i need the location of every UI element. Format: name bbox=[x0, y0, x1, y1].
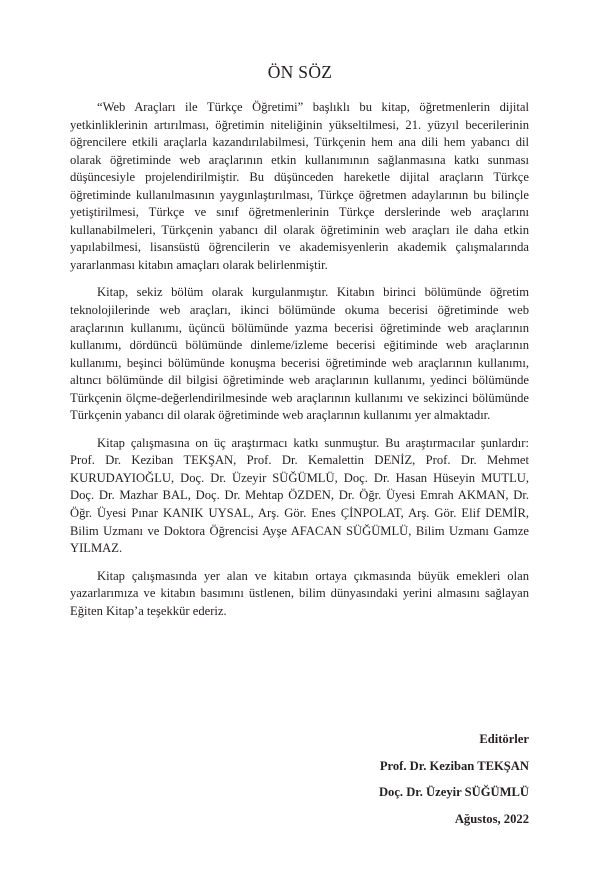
signature-date: Ağustos, 2022 bbox=[454, 811, 529, 826]
paragraph-chapters: Kitap, sekiz bölüm olarak kurgulanmıştır. Kitabın birinci bölümünde öğretim teknolojilerinde web araçları, ikinci bölümünde okuma becerisi öğretiminde web araçlarının kullanımı, üçüncü bölümünde yazma becerisi öğretiminde web araçlarının kullanımı, dördüncü bölümünde dinleme/izleme becerisi eğitiminde web araçlarının kullanımı, beşinci bölümünde konuşma becerisi öğretiminde web araçlarının kullanımı, altıncı bölümünde dil bilgisi öğretiminde web araçlarının kullanımı, yedinci bölümünde Türkçenin ölçme-değerlendirilmesinde web araçlarının kullanımı ve sekizinci bölümünde Türkçenin yabancı dil olarak öğretiminde web araçlarının kullanımı yer almaktadır. bbox=[70, 285, 529, 423]
signature-heading: Editörler bbox=[479, 732, 529, 746]
paragraph-thanks: Kitap çalışmasında yer alan ve kitabın ortaya çıkmasında büyük emekleri olan yazarlarımıza ve kitabın basımını üstlenen, bilim dünyasındaki yerini almasını sağlayan Eğiten Kitap’a teşekkür ederiz. bbox=[70, 568, 529, 618]
editor-name-1: Prof. Dr. Keziban TEKŞAN bbox=[379, 758, 529, 773]
editor-name-2: Doç. Dr. Üzeyir SÜĞÜMLÜ bbox=[378, 785, 529, 799]
paragraph-purpose: “Web Araçları ile Türkçe Öğretimi” başlıklı bu kitap, öğretmenlerin dijital yetkinliklerinin artırılması, öğretimin niteliğinin yükseltilmesi, 21. yüzyıl becerilerinin öğrencilere etkili araçlarla kazandırılabilmesi, Türkçenin hem ana dili hem yabancı dil olarak öğretiminde web araçlarının etkin kullanımının sağlanmasına katkı sunması düşüncesiyle projelendirilmiştir. Bu düşünceden hareketle dijital araçların Türkçe öğretiminde kullanılmasının yaygınlaştırılması, Türkçe öğretmen adaylarının bu bilinçle yetiştirilmesi, Türkçe ve sınıf öğretmenlerinin Türkçe derslerinde web araçlarını kullanabilmeleri, Türkçenin yabancı dil olarak öğretiminin web araçları ile daha etkin yapılabilmesi, lisansüstü öğrencilerin ve akademisyenlerin akademik çalışmalarında yararlanması kitabın amaçları olarak belirlenmiştir. bbox=[70, 100, 529, 272]
page-title: ÖN SÖZ bbox=[267, 62, 333, 82]
paragraph-contributors: Kitap çalışmasına on üç araştırmacı katkı sunmuştur. Bu araştırmacılar şunlardır: Prof. Dr. Keziban TEKŞAN, Prof. Dr. Kemalettin DENİZ, Prof. Dr. Mehmet KURUDAYIOĞLU, Doç. Dr. Üzeyir SÜĞÜMLÜ, Doç. Dr. Hasan Hüseyin MUTLU, Doç. Dr. Mazhar BAL, Doç. Dr. Mehtap ÖZDEN, Dr. Öğr. Üyesi Emrah AKMAN, Dr. Öğr. Üyesi Pınar KANIK UYSAL, Arş. Gör. Enes ÇİNPOLAT, Arş. Gör. Elif DEMİR, Bilim Uzmanı ve Doktora Öğrencisi Ayşe AFACAN SÜĞÜMLÜ, Bilim Uzmanı Gamze YILMAZ. bbox=[70, 435, 529, 556]
signature-block bbox=[379, 731, 529, 837]
preface-body bbox=[70, 99, 529, 630]
